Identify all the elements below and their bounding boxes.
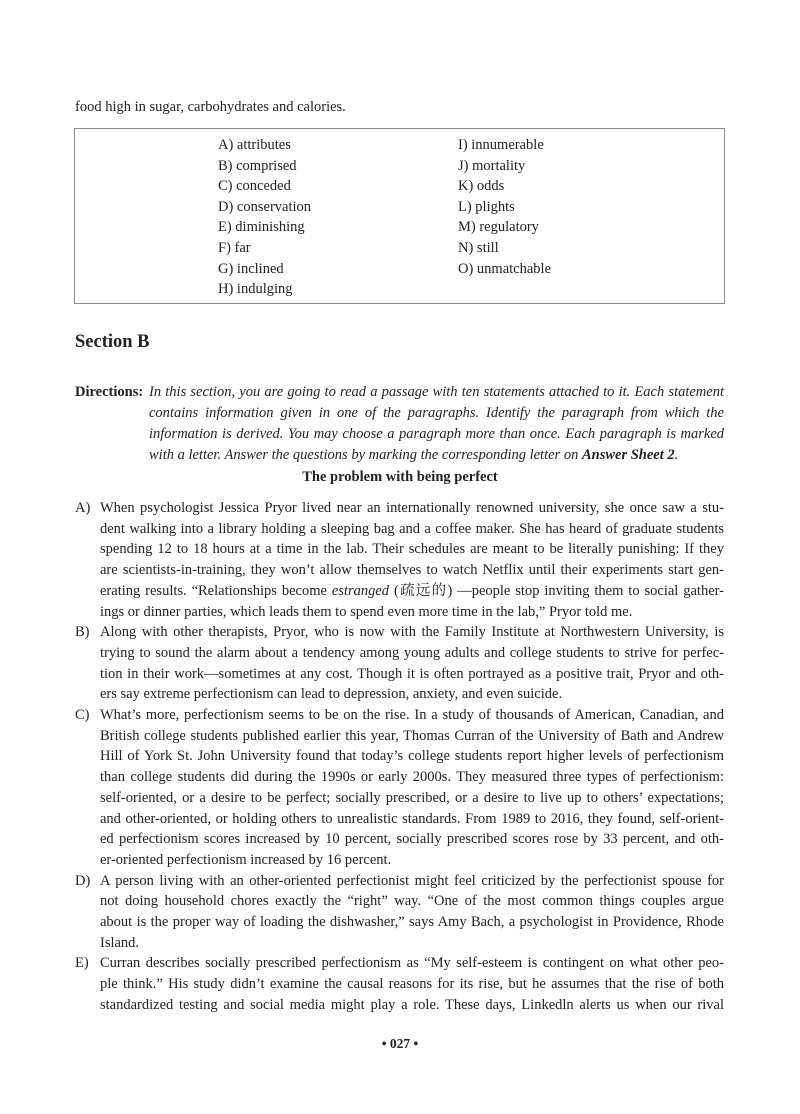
directions-line: information is derived. You may choose a paragraph more than once. Each paragraph is marked [149,426,724,442]
paragraph-line: are scientists-in-training, they won’t allow themselves to watch Netflix until their experiments start gen- [100,562,724,579]
directions-label: Directions: [75,384,144,400]
word-option: K) odds [458,178,505,195]
word-option: N) still [458,240,499,256]
paragraph-line: than college students did during the 1990s or early 2000s. They measured three types of perfectionism: [100,769,724,786]
paragraph-line: Curran describes socially prescribed perfectionism as “My self-esteem is contingent on what other peo- [100,955,724,972]
passage-title: The problem with being perfect [302,469,498,485]
paragraph-line: When psychologist Jessica Pryor lived near an internationally renowned university, she once saw a stu- [100,500,724,516]
paragraph-line: standardized testing and social media might play a role. These days, Linkedln alerts us when our rival [100,996,724,1013]
word-option: O) unmatchable [458,260,552,277]
paragraph-line: What’s more, perfectionism seems to be on the rise. In a study of thousands of American, Canadian, and [100,707,724,723]
paragraph-line: Along with other therapists, Pryor, who is now with the Family Institute at Northwestern University, is [100,624,724,641]
word-option: J) mortality [458,157,526,174]
directions-line [149,445,724,466]
paragraph-line: ed perfectionism scores increased by 10 percent, socially prescribed scores rose by 33 percent, and oth- [100,831,724,848]
paragraph-line: A person living with an other-oriented perfectionist might feel criticized by the perfectionist spouse for [100,872,724,889]
paragraph-line: and other-oriented, or holding others to unrealistic standards. From 1989 to 2016, they found, self-orient- [100,810,724,827]
paragraph-line: trying to sound the alarm about a tendency among young adults and college students to strive for perfec- [100,644,724,661]
word-option: M) regulatory [458,219,539,236]
paragraph-line: ple think.” His study didn’t examine the causal reasons for its rise, but he assumes that the rise of both [100,976,724,993]
intro-line: food high in sugar, carbohydrates and calories. [75,99,346,115]
word-option: L) plights [458,198,515,215]
answer-sheet-ref: Answer Sheet 2 [581,447,675,463]
section-title: Section B [75,332,150,352]
directions-line: In this section, you are going to read a passage with ten statements attached to it. Each statement [149,384,724,400]
word-bank-box [74,128,725,304]
paragraph-line: about is the proper way of loading the dishwasher,” says Amy Bach, a psychologist in Providence, Rhode [100,914,724,930]
directions-text: with a letter. Answer the questions by marking the corresponding letter on [149,447,582,463]
paragraph-line: Island. [100,934,140,951]
word-option: B) comprised [218,157,297,174]
paragraph-line: not doing household chores exactly the “right” way. “One of the most common things couples argue [100,893,724,910]
paragraph-line: Hill of York St. John University found that today’s college students report higher levels of perfectionism [100,748,724,765]
paragraph-line: er-oriented perfectionism increased by 16 percent. [100,851,392,868]
paragraph-line: dent walking into a library holding a sleeping bag and a coffee maker. She has heard of graduate students [100,520,724,537]
directions-text: . [674,447,679,463]
word-option: F) far [218,240,251,256]
paragraph-label: E) [75,955,89,972]
page-number: • 027 • [381,1036,419,1051]
paragraph-line: ers say extreme perfectionism can lead to depression, anxiety, and even suicide. [100,686,563,703]
directions-line: contains information given in one of the paragraphs. Identify the paragraph from which the [149,405,724,421]
paragraph-line: tion in their work—sometimes at any cost. Though it is often portrayed as a positive trait, Pryor and oth- [100,665,724,682]
word-option: A) attributes [218,137,291,153]
word-option: E) diminishing [218,219,305,236]
word-option: D) conservation [218,198,312,215]
paragraph-label: A) [75,500,91,516]
paragraph-label: D) [75,872,91,889]
paragraph-label: B) [75,624,90,641]
word-option: C) conceded [218,178,291,195]
word-option: I) innumerable [458,137,544,153]
paragraph-line: ings or dinner parties, which leads them to spend even more time in the lab,” Pryor told me. [100,603,633,620]
paragraph-line: self-oriented, or a desire to be perfect; socially prescribed, or a desire to live up to others’ expectations; [100,789,724,806]
paragraph-line: erating results. “Relationships become estranged (疏远的) —people stop inviting them to social gather- [100,582,724,599]
paragraph-line: British college students published earlier this year, Thomas Curran of the University of Bath and Andrew [100,727,724,744]
word-option: H) indulging [218,281,293,298]
paragraph-line: spending 12 to 18 hours at a time in the lab. Their schedules are meant to be literally punishing: If they [100,541,724,558]
word-option: G) inclined [218,260,284,277]
paragraph-label: C) [75,707,90,723]
